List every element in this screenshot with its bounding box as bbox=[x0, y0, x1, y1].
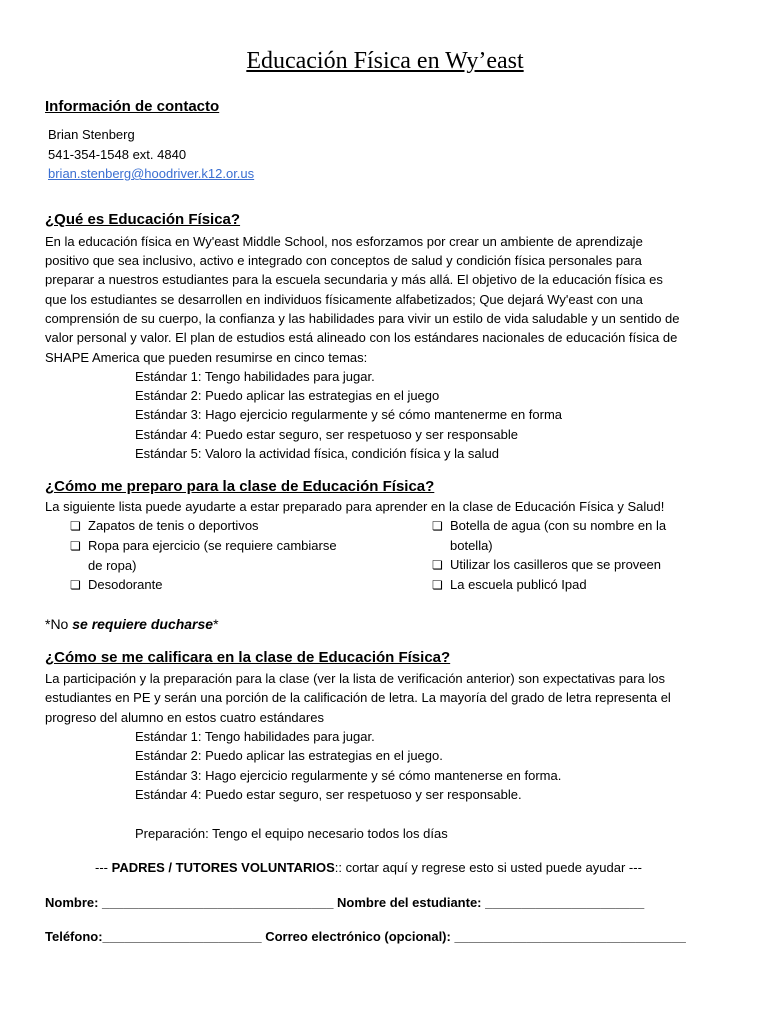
what-is-line: valor personal y valor. El plan de estudios está alineado con los estándares nacionales de educación física de bbox=[45, 330, 678, 345]
standard-item: Estándar 4: Puedo estar seguro, ser respetuoso y ser responsable. bbox=[135, 787, 522, 802]
standard-item: Estándar 2: Puedo aplicar las estrategias en el juego. bbox=[135, 748, 443, 763]
standard-item: Estándar 4: Puedo estar seguro, ser respetuoso y ser responsable bbox=[135, 427, 518, 442]
prepare-heading: ¿Cómo me preparo para la clase de Educación Física? bbox=[45, 478, 435, 495]
checkbox-icon: ❏ bbox=[432, 558, 443, 572]
checklist-item: ❏ Utilizar los casilleros que se proveen bbox=[432, 555, 661, 575]
preparation-standard: Preparación: Tengo el equipo necesario todos los días bbox=[135, 826, 448, 841]
checklist-item: ❏ Desodorante bbox=[70, 575, 162, 595]
checklist-item: ❏ Ropa para ejercicio (se requiere cambiarse de ropa) bbox=[70, 538, 337, 573]
checklist-item: ❏ La escuela publicó Ipad bbox=[432, 575, 587, 595]
phone-field[interactable]: Teléfono:______________________ bbox=[45, 929, 262, 944]
contact-phone: 541-354-1548 ext. 4840 bbox=[48, 147, 187, 162]
contact-name: Brian Stenberg bbox=[48, 127, 135, 142]
what-is-line: SHAPE America que pueden resumirse en cinco temas: bbox=[45, 350, 368, 365]
checkbox-icon: ❏ bbox=[70, 519, 81, 533]
prepare-intro: La siguiente lista puede ayudarte a estar preparado para aprender en la clase de Educación Física y Salud! bbox=[45, 499, 665, 514]
standard-item: Estándar 3: Hago ejercicio regularmente y sé cómo mantenerme en forma bbox=[135, 407, 563, 422]
checkbox-icon: ❏ bbox=[432, 578, 443, 592]
checklist-item: ❏ Botella de agua (con su nombre en la botella) bbox=[432, 518, 667, 553]
standard-item: Estándar 1: Tengo habilidades para jugar. bbox=[135, 369, 375, 384]
checklist-item: ❏ Zapatos de tenis o deportivos bbox=[70, 516, 259, 536]
student-name-field[interactable]: Nombre del estudiante: ______________________ bbox=[333, 895, 645, 910]
phone-field-row bbox=[45, 927, 686, 946]
what-is-line: preparar a nuestros estudiantes para la escuela secundaria y más allá. El objetivo de la educación física es bbox=[45, 272, 663, 287]
what-is-line: comprensión de su cuerpo, la confianza y las habilidades para vivir un estilo de vida saludable y un sentido de bbox=[45, 311, 680, 326]
what-is-line: positivo que sea inclusivo, activo e integrado con conceptos de salud y condición física personales para bbox=[45, 253, 642, 268]
volunteer-cut-line: --- PADRES / TUTORES VOLUNTARIOS:: cortar aquí y regrese esto si usted puede ayudar --- bbox=[95, 860, 642, 875]
what-is-heading: ¿Qué es Educación Física? bbox=[45, 211, 241, 228]
standard-item: Estándar 5: Valoro la actividad física, condición física y la salud bbox=[135, 446, 499, 461]
grading-line: progreso del alumno en estos cuatro estándares bbox=[45, 710, 324, 725]
name-field-row bbox=[45, 893, 644, 912]
grading-line: estudiantes en PE y serán una porción de la calificación de letra. La mayoría del grado de letra representa el bbox=[45, 690, 671, 705]
what-is-line: que los estudiantes se desarrollen en individuos físicamente alfabetizados; Que dejará Wy'east con una bbox=[45, 292, 643, 307]
standard-item: Estándar 3: Hago ejercicio regularmente y sé cómo mantenerse en forma. bbox=[135, 768, 562, 783]
checkbox-icon: ❏ bbox=[432, 519, 443, 533]
standard-item: Estándar 2: Puedo aplicar las estrategias en el juego bbox=[135, 388, 440, 403]
grading-heading: ¿Cómo se me calificara en la clase de Educación Física? bbox=[45, 649, 451, 666]
standard-item: Estándar 1: Tengo habilidades para jugar. bbox=[135, 729, 375, 744]
shower-note: *No se requiere ducharse* bbox=[45, 616, 219, 632]
email-field[interactable]: Correo electrónico (opcional): ________________________________ bbox=[261, 929, 686, 944]
name-field[interactable]: Nombre: ________________________________ bbox=[45, 895, 334, 910]
page-title: Educación Física en Wy’east bbox=[246, 48, 524, 74]
grading-line: La participación y la preparación para la clase (ver la lista de verificación anterior) son expectativas para los bbox=[45, 671, 665, 686]
what-is-line: En la educación física en Wy'east Middle School, nos esforzamos por crear un ambiente de aprendizaje bbox=[45, 234, 643, 249]
contact-heading: Información de contacto bbox=[45, 98, 220, 115]
checkbox-icon: ❏ bbox=[70, 578, 81, 592]
checkbox-icon: ❏ bbox=[70, 539, 81, 553]
contact-email-link[interactable]: brian.stenberg@hoodriver.k12.or.us bbox=[48, 166, 255, 181]
